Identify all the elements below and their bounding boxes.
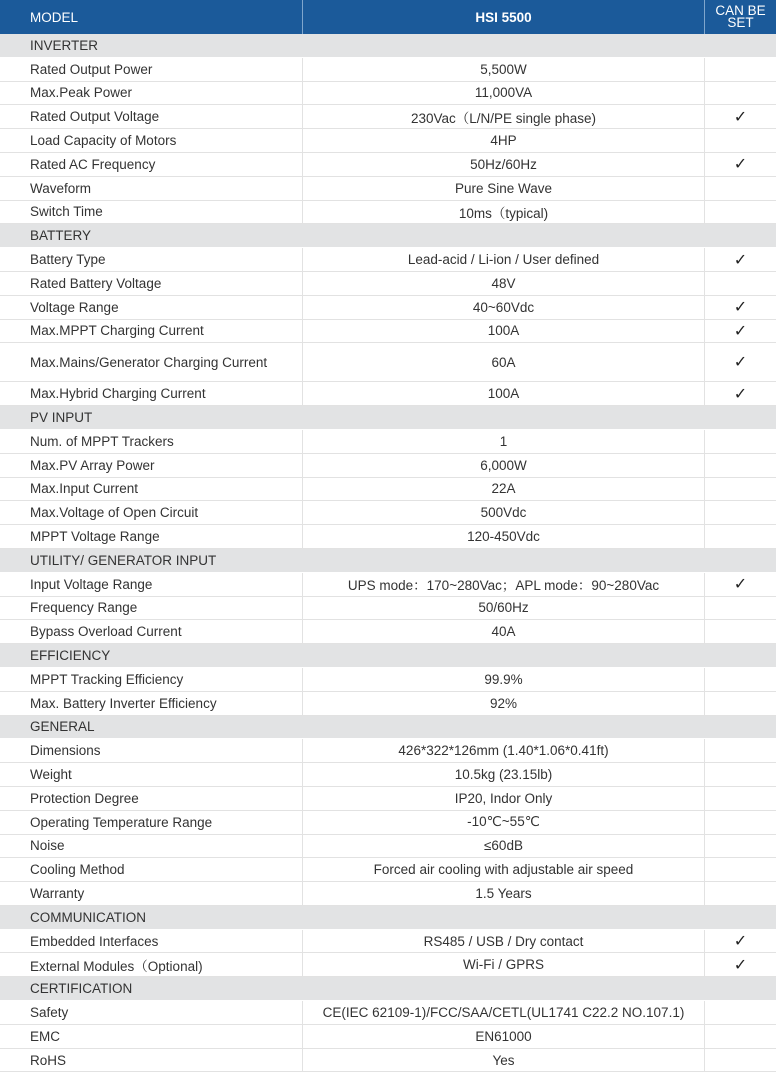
table-row (0, 1049, 776, 1073)
table-row (0, 82, 776, 106)
table-row (0, 573, 776, 597)
spec-label: Num. of MPPT Trackers (0, 430, 303, 453)
table-body (0, 34, 776, 1072)
settable-cell (705, 1025, 776, 1048)
settable-cell (705, 201, 776, 224)
spec-label: Rated Battery Voltage (0, 272, 303, 295)
table-row (0, 478, 776, 502)
spec-value: 6,000W (303, 454, 705, 477)
model-header-value: HSI 5500 (303, 0, 705, 34)
spec-value: UPS mode：170~280Vac；APL mode：90~280Vac (303, 573, 705, 596)
settable-cell (705, 787, 776, 810)
spec-label: Load Capacity of Motors (0, 129, 303, 152)
table-row (0, 430, 776, 454)
spec-value: EN61000 (303, 1025, 705, 1048)
table-row (0, 668, 776, 692)
table-row (0, 1025, 776, 1049)
spec-label: Max.Peak Power (0, 82, 303, 105)
settable-cell (705, 1049, 776, 1072)
spec-value: 1.5 Years (303, 882, 705, 905)
spec-value: 426*322*126mm (1.40*1.06*0.41ft) (303, 739, 705, 762)
checkmark-icon: ✓ (733, 156, 748, 174)
spec-label: Battery Type (0, 248, 303, 271)
checkmark-icon: ✓ (733, 933, 748, 951)
spec-label: Cooling Method (0, 858, 303, 881)
settable-cell (705, 248, 776, 271)
spec-label: Max.Mains/Generator Charging Current (0, 343, 303, 381)
table-row (0, 105, 776, 129)
spec-value: CE(IEC 62109-1)/FCC/SAA/CETL(UL1741 C22.2 NO.107.1) (303, 1001, 705, 1024)
table-row (0, 382, 776, 406)
spec-label: Rated Output Voltage (0, 105, 303, 128)
section-header: GENERAL (0, 716, 776, 740)
spec-value: 40A (303, 620, 705, 643)
table-row (0, 692, 776, 716)
table-row (0, 597, 776, 621)
settable-cell (705, 382, 776, 405)
checkmark-icon: ✓ (733, 354, 748, 372)
settable-cell (705, 177, 776, 200)
table-row (0, 129, 776, 153)
spec-value: 100A (303, 320, 705, 343)
table-row (0, 501, 776, 525)
settable-cell (705, 320, 776, 343)
spec-label: Rated Output Power (0, 58, 303, 81)
table-row (0, 454, 776, 478)
spec-value: 99.9% (303, 668, 705, 691)
table-row (0, 763, 776, 787)
spec-label: Weight (0, 763, 303, 786)
table-header (0, 0, 776, 34)
settable-cell (705, 930, 776, 953)
spec-value: Yes (303, 1049, 705, 1072)
spec-label: Frequency Range (0, 597, 303, 620)
spec-label: Bypass Overload Current (0, 620, 303, 643)
spec-value: Pure Sine Wave (303, 177, 705, 200)
spec-label: Safety (0, 1001, 303, 1024)
table-row (0, 58, 776, 82)
settable-cell (705, 882, 776, 905)
spec-label: Max.Input Current (0, 478, 303, 501)
table-row (0, 272, 776, 296)
spec-label: Dimensions (0, 739, 303, 762)
table-row (0, 296, 776, 320)
spec-label: Operating Temperature Range (0, 811, 303, 834)
section-header: CERTIFICATION (0, 977, 776, 1001)
settable-cell (705, 296, 776, 319)
spec-label: Voltage Range (0, 296, 303, 319)
section-header: INVERTER (0, 34, 776, 58)
can-be-set-line2: SET (727, 15, 754, 30)
settable-cell (705, 597, 776, 620)
table-row (0, 248, 776, 272)
spec-value: 60A (303, 343, 705, 381)
spec-value: Lead-acid / Li-ion / User defined (303, 248, 705, 271)
spec-label: MPPT Tracking Efficiency (0, 668, 303, 691)
settable-cell (705, 953, 776, 976)
table-row (0, 201, 776, 225)
spec-value: 11,000VA (303, 82, 705, 105)
spec-value: 230Vac（L/N/PE single phase) (303, 105, 705, 128)
spec-label: Max.MPPT Charging Current (0, 320, 303, 343)
spec-label: Protection Degree (0, 787, 303, 810)
settable-cell (705, 501, 776, 524)
spec-value: Wi-Fi / GPRS (303, 953, 705, 976)
settable-cell (705, 525, 776, 548)
spec-label: Rated AC Frequency (0, 153, 303, 176)
spec-label: Max.Voltage of Open Circuit (0, 501, 303, 524)
spec-value: 50Hz/60Hz (303, 153, 705, 176)
spec-label: EMC (0, 1025, 303, 1048)
spec-label: MPPT Voltage Range (0, 525, 303, 548)
settable-cell (705, 129, 776, 152)
settable-cell (705, 58, 776, 81)
settable-cell (705, 430, 776, 453)
spec-value: 1 (303, 430, 705, 453)
settable-cell (705, 858, 776, 881)
settable-cell (705, 620, 776, 643)
settable-cell (705, 763, 776, 786)
table-row (0, 525, 776, 549)
spec-label: Input Voltage Range (0, 573, 303, 596)
table-row (0, 835, 776, 859)
checkmark-icon: ✓ (733, 956, 748, 974)
spec-value: Forced air cooling with adjustable air speed (303, 858, 705, 881)
table-row (0, 1001, 776, 1025)
settable-cell (705, 343, 776, 381)
settable-cell (705, 272, 776, 295)
section-header: EFFICIENCY (0, 644, 776, 668)
table-row (0, 739, 776, 763)
table-row (0, 620, 776, 644)
checkmark-icon: ✓ (733, 322, 748, 340)
spec-value: 10.5kg (23.15lb) (303, 763, 705, 786)
settable-cell (705, 573, 776, 596)
spec-value: 92% (303, 692, 705, 715)
spec-value: 5,500W (303, 58, 705, 81)
spec-label: Max.PV Array Power (0, 454, 303, 477)
settable-cell (705, 835, 776, 858)
spec-value: RS485 / USB / Dry contact (303, 930, 705, 953)
spec-label: Warranty (0, 882, 303, 905)
checkmark-icon: ✓ (733, 251, 748, 269)
checkmark-icon: ✓ (733, 108, 748, 126)
table-row (0, 787, 776, 811)
table-row (0, 343, 776, 382)
section-header: COMMUNICATION (0, 906, 776, 930)
settable-cell (705, 811, 776, 834)
settable-cell (705, 692, 776, 715)
model-header-label: MODEL (0, 0, 303, 34)
spec-label: External Modules（Optional) (0, 953, 303, 976)
section-header: PV INPUT (0, 406, 776, 430)
spec-value: 4HP (303, 129, 705, 152)
settable-cell (705, 82, 776, 105)
table-row (0, 177, 776, 201)
settable-cell (705, 478, 776, 501)
spec-value: 22A (303, 478, 705, 501)
table-row (0, 153, 776, 177)
section-header: BATTERY (0, 224, 776, 248)
table-row (0, 858, 776, 882)
table-row (0, 930, 776, 954)
settable-cell (705, 739, 776, 762)
settable-cell (705, 153, 776, 176)
spec-label: RoHS (0, 1049, 303, 1072)
table-row (0, 811, 776, 835)
spec-value: 10ms（typical) (303, 201, 705, 224)
spec-value: IP20, Indor Only (303, 787, 705, 810)
table-row (0, 882, 776, 906)
settable-cell (705, 668, 776, 691)
spec-label: Embedded Interfaces (0, 930, 303, 953)
table-row (0, 953, 776, 977)
table-row (0, 320, 776, 344)
spec-value: -10℃~55℃ (303, 811, 705, 834)
spec-label: Max. Battery Inverter Efficiency (0, 692, 303, 715)
can-be-set-line1: CAN BE (715, 3, 766, 18)
settable-cell (705, 105, 776, 128)
spec-value: 50/60Hz (303, 597, 705, 620)
spec-value: 500Vdc (303, 501, 705, 524)
spec-value: 48V (303, 272, 705, 295)
spec-value: 40~60Vdc (303, 296, 705, 319)
spec-label: Waveform (0, 177, 303, 200)
spec-value: 120-450Vdc (303, 525, 705, 548)
settable-cell (705, 1001, 776, 1024)
checkmark-icon: ✓ (733, 576, 748, 594)
spec-label: Switch Time (0, 201, 303, 224)
spec-label: Max.Hybrid Charging Current (0, 382, 303, 405)
checkmark-icon: ✓ (733, 299, 748, 317)
spec-value: 100A (303, 382, 705, 405)
spec-label: Noise (0, 835, 303, 858)
checkmark-icon: ✓ (733, 385, 748, 403)
section-header: UTILITY/ GENERATOR INPUT (0, 549, 776, 573)
can-be-set-header (705, 0, 776, 34)
settable-cell (705, 454, 776, 477)
spec-value: ≤60dB (303, 835, 705, 858)
